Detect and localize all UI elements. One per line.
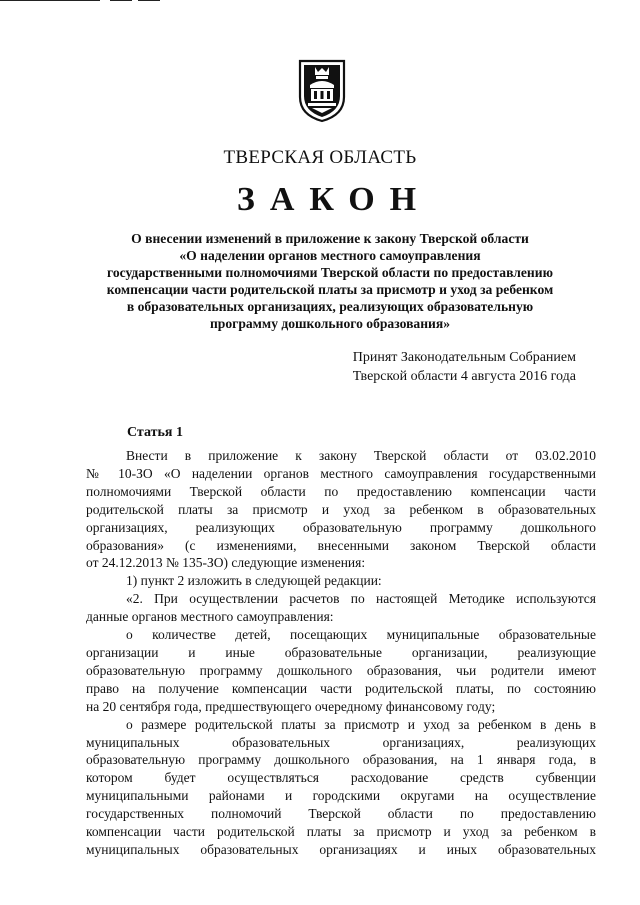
coat-of-arms-icon: [298, 55, 346, 123]
adoption-line: Принят Законодательным Собранием: [352, 350, 576, 365]
law-title: [80, 230, 580, 332]
body-line: муниципальных образовательных организациях и иных образовательных: [86, 841, 596, 857]
body-line: образовательную программу дошкольного образования, чьи родители имеют: [86, 662, 596, 678]
scan-top-line: [138, 0, 160, 1]
body-line: 1) пункт 2 изложить в следующей редакции:: [126, 573, 382, 589]
body-line: полномочиями Тверской области по предоставлению компенсации части: [86, 483, 596, 499]
law-title-line: в образовательных организациях, реализующих образовательную: [126, 299, 534, 314]
body-line: компенсации части родительской платы за присмотр и уход за ребенком в: [86, 824, 596, 840]
body-line: право на получение компенсации части родительской платы, по состоянию: [86, 680, 596, 696]
body-line: № 10-ЗО «О наделении органов местного самоуправления государственными: [86, 465, 596, 481]
body-line: государственных полномочий Тверской области по предоставлению: [86, 806, 596, 822]
body-line: котором будет осуществляться расходование средств субвенции: [86, 770, 596, 786]
body-line: о количестве детей, посещающих муниципальные образовательные: [126, 627, 596, 643]
law-title-line: О внесении изменений в приложение к закону Тверской области: [131, 231, 529, 246]
body-line: организациях, реализующих образовательную программу дошкольного: [86, 519, 596, 535]
body-line: Внести в приложение к закону Тверской области от 03.02.2010: [126, 448, 596, 463]
body-line: образования» (с изменениями, внесенными законом Тверской области: [86, 537, 596, 553]
region-name: ТВЕРСКАЯ ОБЛАСТЬ: [223, 147, 417, 168]
scan-top-line: [110, 0, 132, 1]
body-line: муниципальных образовательных организациях, реализующих: [86, 734, 596, 750]
body-line: от 24.12.2013 № 135-ЗО) следующие изменения:: [86, 555, 366, 571]
body-line: образовательную программу дошкольного образования, на 1 января года, в: [86, 752, 596, 768]
law-title-line: компенсации части родительской платы за присмотр и уход за ребенком: [106, 282, 554, 297]
body-line: на 20 сентября года, предшествующего очередному финансовому году;: [86, 698, 496, 714]
body-line: данные органов местного самоуправления:: [86, 609, 334, 625]
body-line: родительской платы за присмотр и уход за ребенком в образовательных: [86, 501, 596, 517]
article-heading: Статья 1: [127, 425, 183, 440]
body-line: организации и иные образовательные организации, реализующие: [86, 644, 596, 660]
scan-top-line: [0, 0, 100, 1]
law-title-line: государственными полномочиями Тверской области по предоставлению: [107, 265, 553, 280]
law-title-line: «О наделении органов местного самоуправления: [179, 248, 481, 263]
adoption-note: [300, 348, 576, 386]
document-type: ЗАКОН: [236, 181, 432, 218]
article-body: [86, 447, 596, 859]
body-line: «2. При осуществлении расчетов по настоящей Методике используются: [126, 591, 596, 607]
body-line: о размере родительской платы за присмотр и уход за ребенком в день в: [126, 716, 596, 732]
body-line: муниципальными районами и городскими округами на осуществление: [86, 788, 596, 804]
law-title-line: программу дошкольного образования»: [209, 316, 451, 331]
adoption-line: Тверской области 4 августа 2016 года: [352, 369, 576, 384]
